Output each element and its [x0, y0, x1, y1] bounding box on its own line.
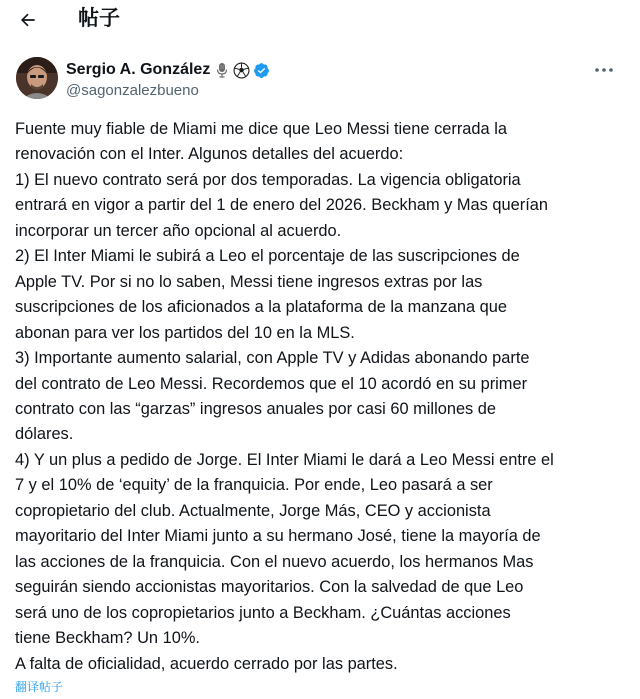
tweet-line: suscripciones de los aficionados a la plataforma de la manzana que — [15, 298, 508, 317]
tweet-line: contrato con las “garzas” ingresos anuales por casi 60 millones de — [15, 399, 497, 418]
verified-icon — [253, 62, 270, 79]
microphone-icon — [213, 62, 230, 79]
tweet-line: A falta de oficialidad, acuerdo cerrado por las partes. — [15, 654, 398, 673]
more-options-button[interactable] — [590, 60, 618, 80]
more-dots-icon — [594, 67, 614, 73]
tweet-line: tiene Beckham? Un 10%. — [15, 629, 200, 648]
tweet-line: dólares. — [15, 425, 74, 444]
author-handle[interactable]: @sagonzalezbueno — [66, 82, 199, 99]
soccer-ball-icon — [233, 62, 250, 79]
tweet-line: renovación con el Inter. Algunos detalles del acuerdo: — [15, 145, 404, 164]
tweet-line: Fuente muy fiable de Miami me dice que Leo Messi tiene cerrada la — [15, 120, 507, 138]
translate-post-link[interactable]: 翻译帖子 — [15, 680, 64, 694]
tweet-line: copropietario del club. Actualmente, Jorge Más, CEO y accionista — [15, 501, 491, 520]
tweet-line: 1) El nuevo contrato será por dos temporadas. La vigencia obligatoria — [15, 170, 521, 189]
tweet-line: 3) Importante aumento salarial, con Apple TV y Adidas abonando parte — [15, 349, 530, 368]
arrow-left-icon — [18, 10, 38, 30]
tweet-line: abonan para ver los partidos del 10 en la MLS. — [15, 323, 355, 342]
tweet-line: 7 y el 10% de ‘equity’ de la franquicia. Por ende, Leo pasará a ser — [15, 476, 493, 495]
tweet-line: seguirán siendo accionistas mayoritarios. Con la salvedad de que Leo — [15, 578, 524, 597]
tweet-line: mayoritario del Inter Miami junto a su hermano José, tiene la mayoría de — [15, 527, 541, 546]
tweet-text — [15, 117, 625, 677]
tweet-line: 2) El Inter Miami le subirá a Leo el porcentaje de las suscripciones de — [15, 247, 520, 266]
tweet-line: Apple TV. Por si no lo saben, Messi tiene ingresos extras por las — [15, 272, 483, 291]
author-name-row[interactable] — [66, 60, 270, 80]
back-button[interactable] — [14, 6, 42, 34]
author-display-name[interactable]: Sergio A. González — [66, 61, 211, 78]
avatar[interactable] — [16, 57, 58, 99]
top-bar — [0, 0, 640, 40]
page-title: 帖子 — [78, 7, 120, 30]
tweet-line: del contrato de Leo Messi. Recordemos que el 10 acordó en su primer — [15, 374, 528, 393]
tweet-line: entrará en vigor a partir del 1 de enero del 2026. Beckham y Mas querían — [15, 196, 549, 215]
tweet-line: será uno de los copropietarios junto a Beckham. ¿Cuántas acciones — [15, 603, 511, 622]
tweet-line: las acciones de la franquicia. Con el nuevo acuerdo, los hermanos Mas — [15, 552, 534, 571]
tweet-line: incorporar un tercer año opcional al acuerdo. — [15, 221, 342, 240]
tweet-line: 4) Y un plus a pedido de Jorge. El Inter Miami le dará a Leo Messi entre el — [15, 450, 554, 469]
